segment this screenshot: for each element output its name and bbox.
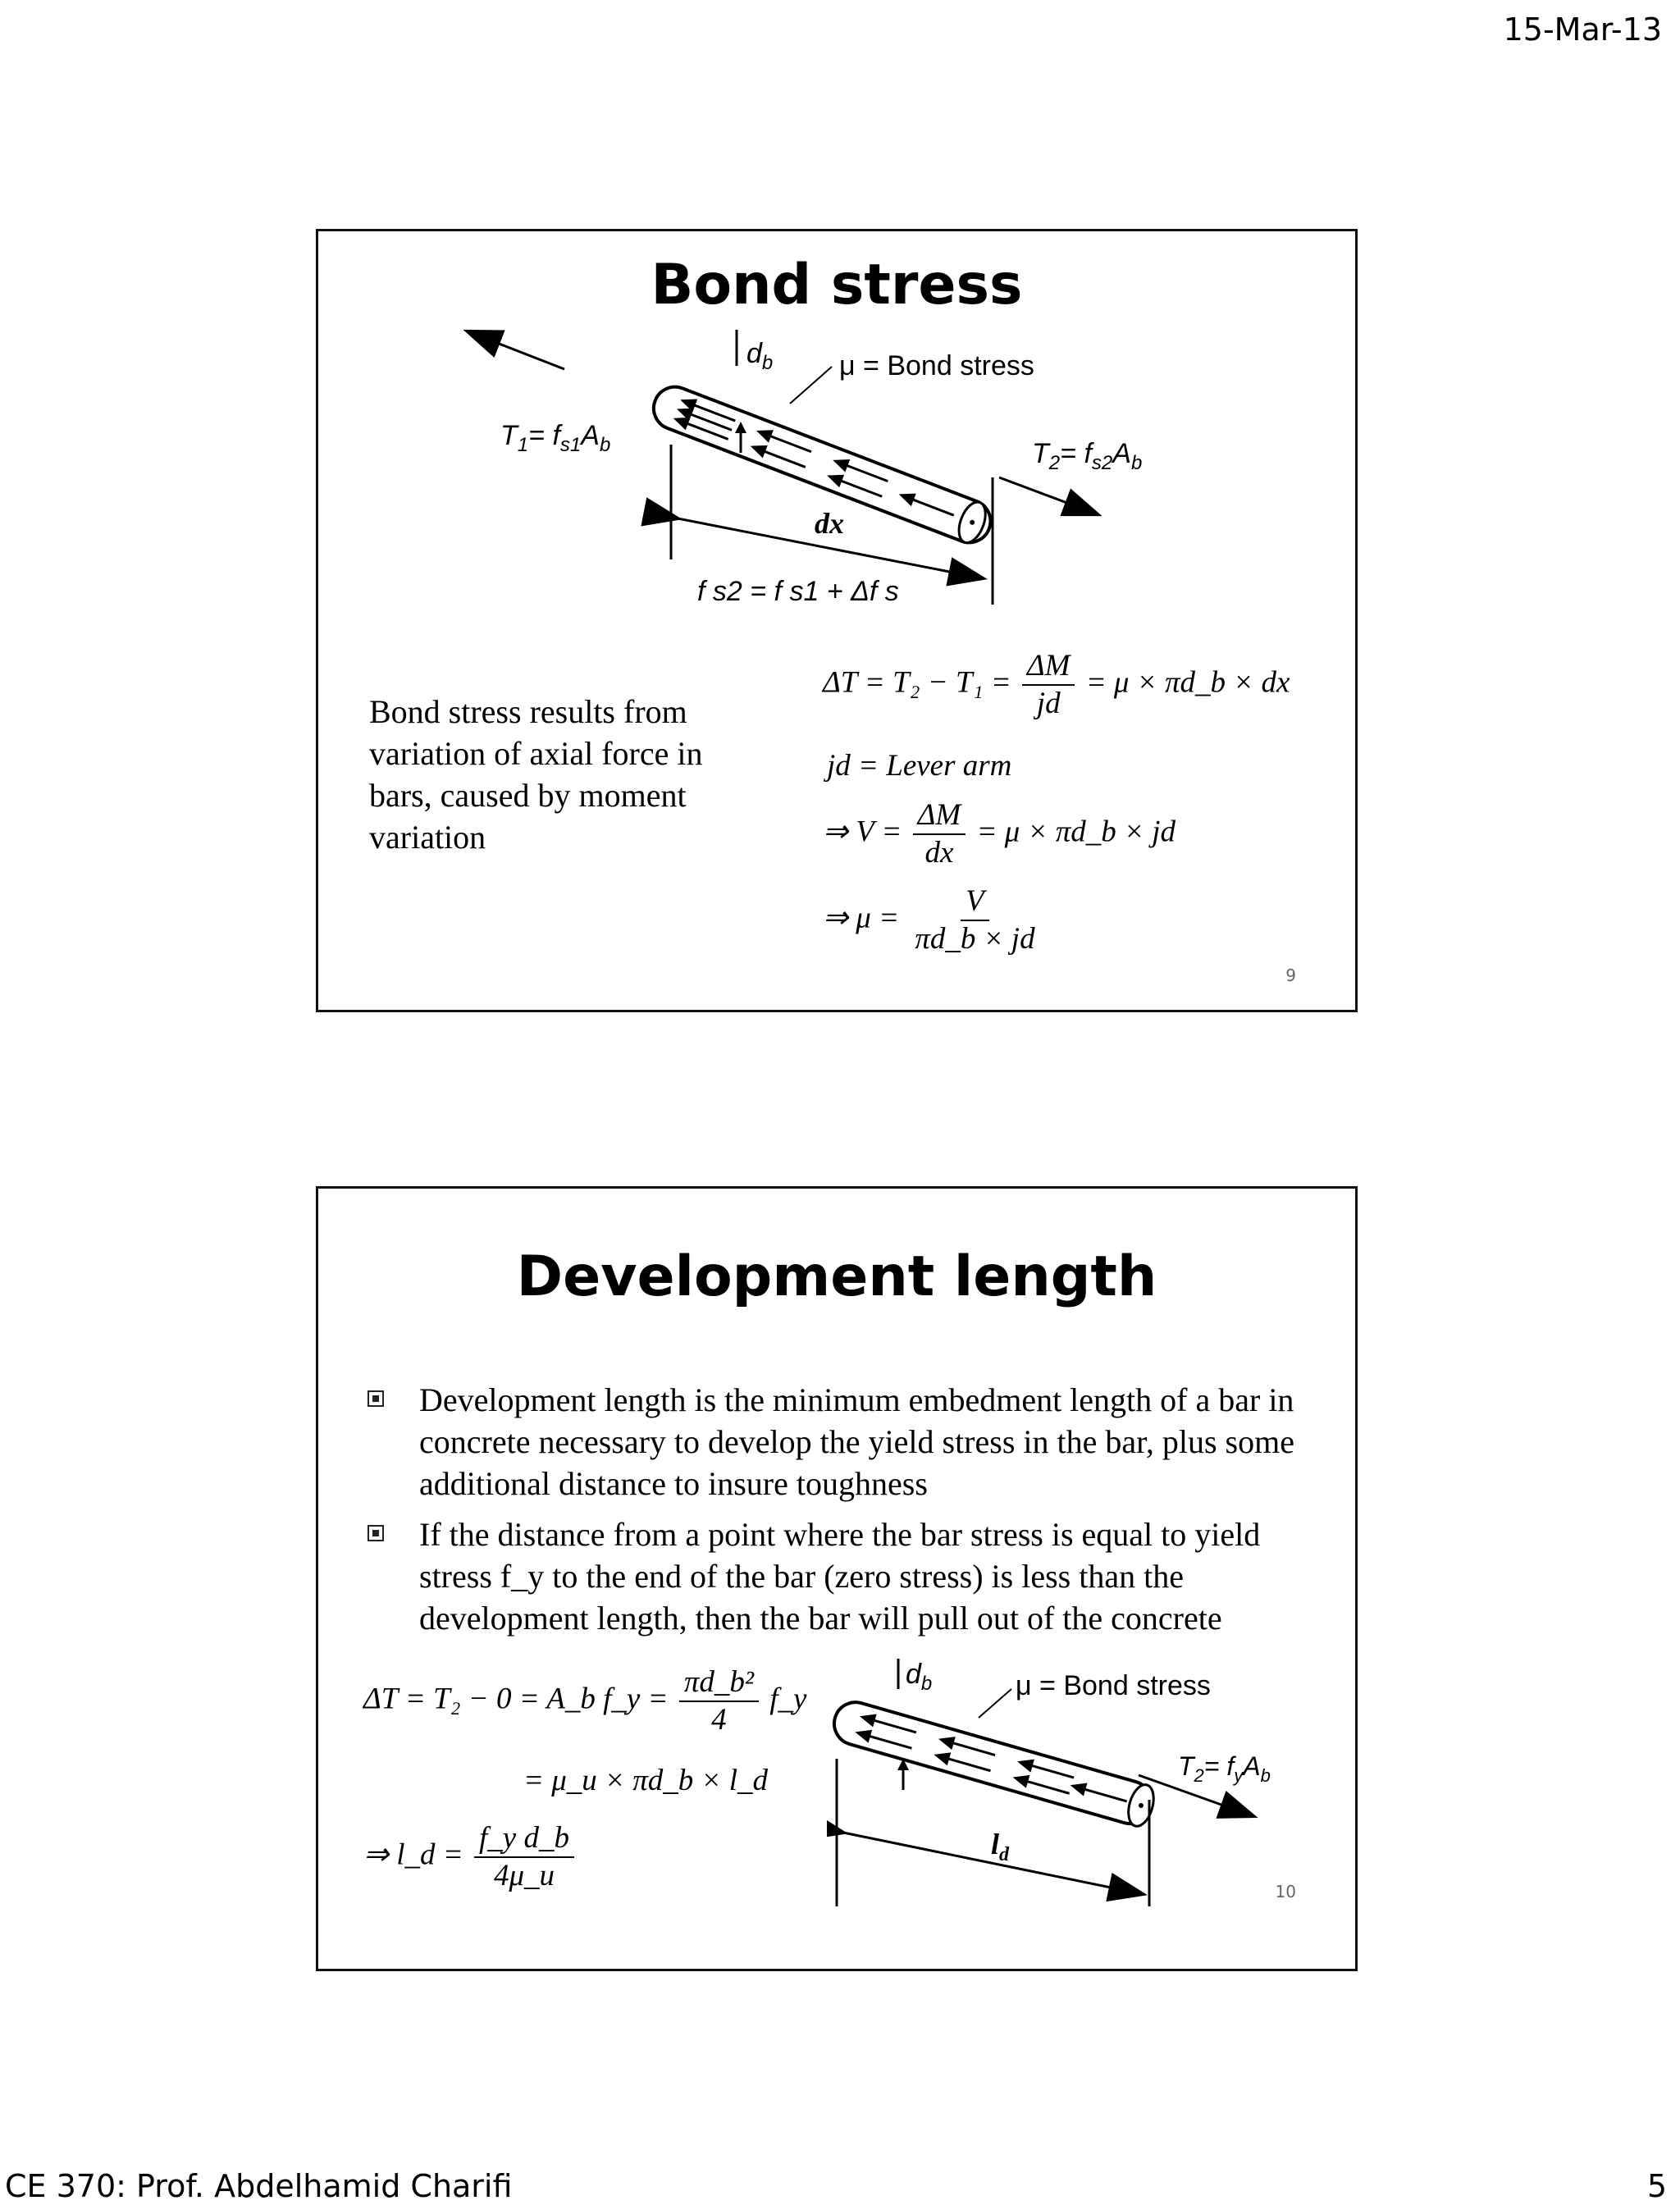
- db-label: $d_b$: [906, 1659, 933, 1695]
- equation-lever-arm: jd = Lever arm: [827, 749, 1012, 783]
- header-date: 15-Mar-13: [1503, 11, 1662, 48]
- t2-label: $T_2= f_yA_b$: [1178, 1751, 1271, 1786]
- equation-bond-force: = μ_u × πd_b × l_d: [523, 1764, 769, 1797]
- mu-label: μ = Bond stress: [839, 350, 1034, 381]
- db-label: $d_b$: [746, 338, 774, 374]
- checkbox-bullet-icon: [368, 1525, 384, 1541]
- slide-bond-stress: [316, 229, 1358, 1012]
- t1-arrow: [468, 331, 564, 369]
- slide-title: Bond stress: [651, 253, 1023, 317]
- development-length-figure: [827, 1652, 1335, 1923]
- slide-page-number: 10: [1275, 1882, 1296, 1901]
- footer-course: CE 370: Prof. Abdelhamid Charifi: [5, 2168, 513, 2204]
- bond-stress-description: Bond stress results from variation of axial force in bars, caused by moment variation: [369, 693, 703, 856]
- fs-relation-label: f s2 = f s1 + Δf s: [697, 576, 899, 607]
- dx-label: dx: [815, 507, 844, 540]
- slide-page-number: 9: [1285, 966, 1296, 985]
- equation-shear: ⇒ V = $\frac{\Delta M}{dx}$ = μ × πd_b × jd: [823, 798, 1176, 870]
- bullet-item: If the distance from a point where the bar stress is equal to yield stress f_y to the end of the bar (zero stress) is less than the development length, then the bar will pull out of the concrete: [358, 1513, 1317, 1639]
- equation-mu: ⇒ μ = $\frac{V}{\pi d\_b \times jd}$: [823, 884, 1035, 956]
- t2-arrow: [999, 477, 1098, 514]
- bullet-list: [358, 1379, 1317, 1648]
- equation-ld: ⇒ l_d = $\frac{\text{f\_y d\_b}}{4\mu\_u}$: [363, 1820, 578, 1894]
- ld-label: $l_d$: [991, 1828, 1010, 1865]
- bullet-item: Development length is the minimum embedment length of a bar in concrete necessary to develop the yield stress in the bar, plus some additional distance to insure toughness: [358, 1379, 1317, 1504]
- footer-page-number: 5: [1646, 2168, 1667, 2204]
- slide-title: Development length: [516, 1244, 1157, 1309]
- checkbox-bullet-icon: [368, 1390, 384, 1407]
- equation-delta-t: ΔT = T₂ − T₁ = $\frac{\Delta M}{jd}$ = μ × πd_b × dx: [823, 649, 1290, 720]
- rebar-shape: [829, 1697, 1158, 1829]
- equation-delta-t-dev: ΔT = T₂ − 0 = A_b f_y = $\frac{\text{πd\_b²}}{4}$ f_y: [363, 1665, 807, 1737]
- t2-label: $T_2= f_{s2}A_b$: [1032, 438, 1143, 474]
- slide-development-length: [316, 1186, 1358, 1971]
- mu-label: μ = Bond stress: [1016, 1670, 1211, 1701]
- t1-label: $T_1= f_{s1}A_b$: [500, 420, 611, 456]
